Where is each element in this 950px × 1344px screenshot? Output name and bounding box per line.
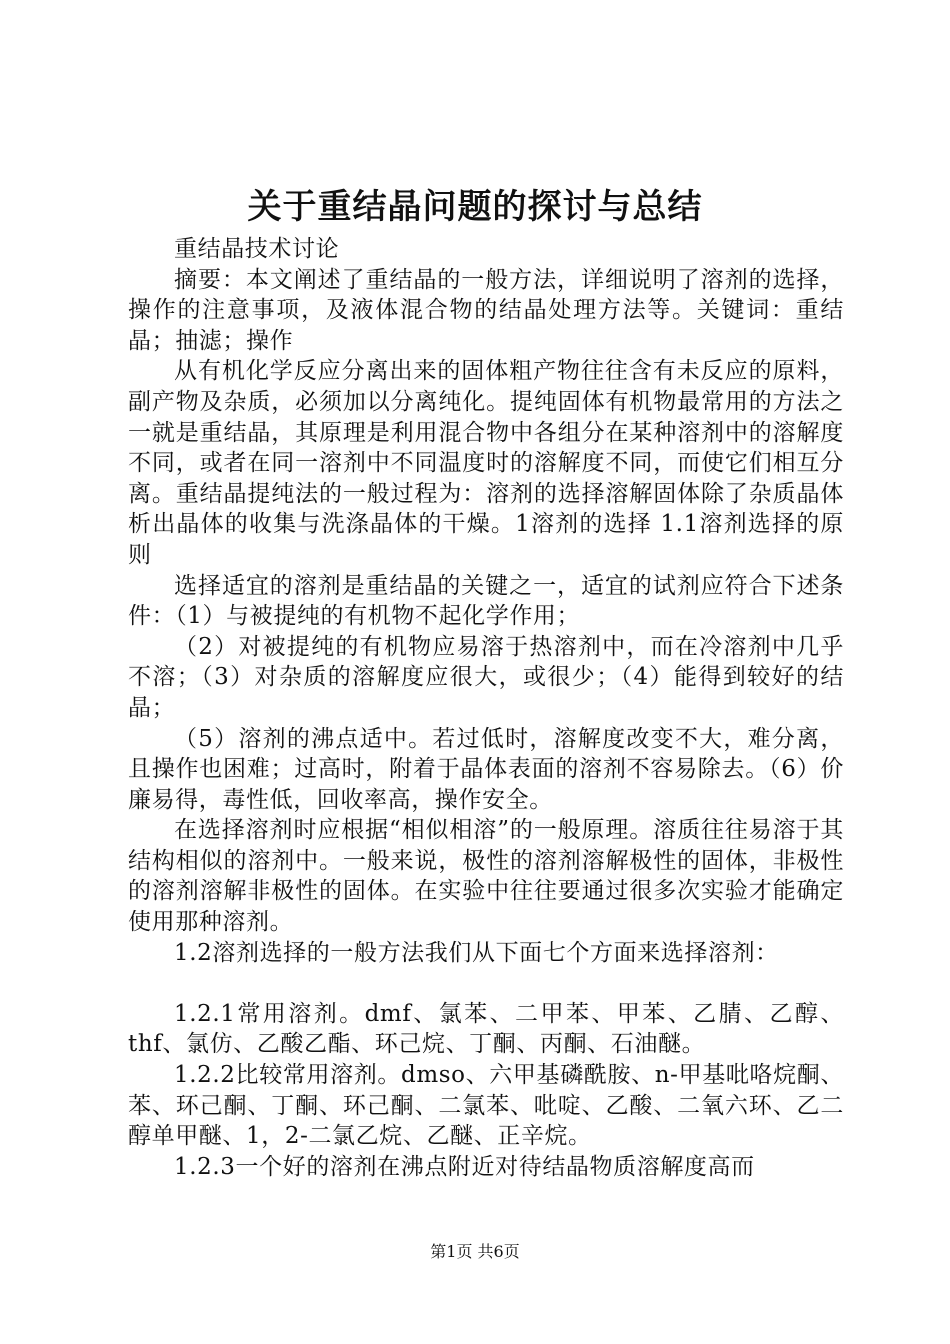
page-footer: 第1页 共6页 <box>430 1242 520 1261</box>
paragraph-section-1-2: 1.2溶剂选择的一般方法我们从下面七个方面来选择溶剂： <box>174 939 779 966</box>
document-title: 关于重结晶问题的探讨与总结 <box>247 187 703 227</box>
paragraph-section-1-2-1: 1.2.1常用溶剂。dmf、氯苯、二甲苯、甲苯、乙腈、乙醇、thf、氯仿、乙酸乙酯、环己烷、丁酮、丙酮、石油醚。 <box>128 1000 844 1058</box>
paragraph-conditions-2-4: （2）对被提纯的有机物应易溶于热溶剂中，而在冷溶剂中几乎不溶；（3）对杂质的溶解度应很大，或很少；（4）能得到较好的结晶； <box>128 633 844 721</box>
paragraph-section-1-2-2: 1.2.2比较常用溶剂。dmso、六甲基磷酰胺、n-甲基吡咯烷酮、苯、环己酮、丁酮、环己酮、二氯苯、吡啶、乙酸、二氧六环、乙二醇单甲醚、1，2-二氯乙烷、乙醚、正辛烷。 <box>128 1062 844 1150</box>
paragraph-intro: 从有机化学反应分离出来的固体粗产物往往含有未反应的原料，副产物及杂质，必须加以分离纯化。提纯固体有机物最常用的方法之一就是重结晶，其原理是利用混合物中各组分在某种溶剂中的溶解度不同，或者在同一溶剂中不同温度时的溶解度不同，而使它们相互分离。重结晶提纯法的一般过程为：溶剂的选择溶解固体除了杂质晶体析出晶体的收集与洗涤晶体的干燥。1溶剂的选择 1.1溶剂选择的原则 <box>128 358 844 568</box>
paragraph-conditions: 选择适宜的溶剂是重结晶的关键之一，适宜的试剂应符合下述条件：（1）与被提纯的有机物不起化学作用； <box>128 572 844 630</box>
blank-line <box>128 968 844 999</box>
paragraph-similar-dissolves: 在选择溶剂时应根据“相似相溶”的一般原理。溶质往往易溶于其结构相似的溶剂中。一般来说，极性的溶剂溶解极性的固体，非极性的溶剂溶解非极性的固体。在实验中往往要通过很多次实验才能确定使用那种溶剂。 <box>128 817 844 936</box>
paragraph-subtitle: 重结晶技术讨论 <box>174 236 340 262</box>
paragraph-abstract: 摘要：本文阐述了重结晶的一般方法，详细说明了溶剂的选择，操作的注意事项，及液体混合物的结晶处理方法等。关键词：重结晶；抽滤；操作 <box>128 266 844 354</box>
paragraph-conditions-5-6: （5）溶剂的沸点适中。若过低时，溶解度改变不大，难分离，且操作也困难；过高时，附着于晶体表面的溶剂不容易除去。（6）价廉易得，毒性低，回收率高，操作安全。 <box>128 725 844 813</box>
paragraph-section-1-2-3: 1.2.3一个好的溶剂在沸点附近对待结晶物质溶解度高而 <box>174 1153 755 1180</box>
document-body <box>128 234 844 1182</box>
